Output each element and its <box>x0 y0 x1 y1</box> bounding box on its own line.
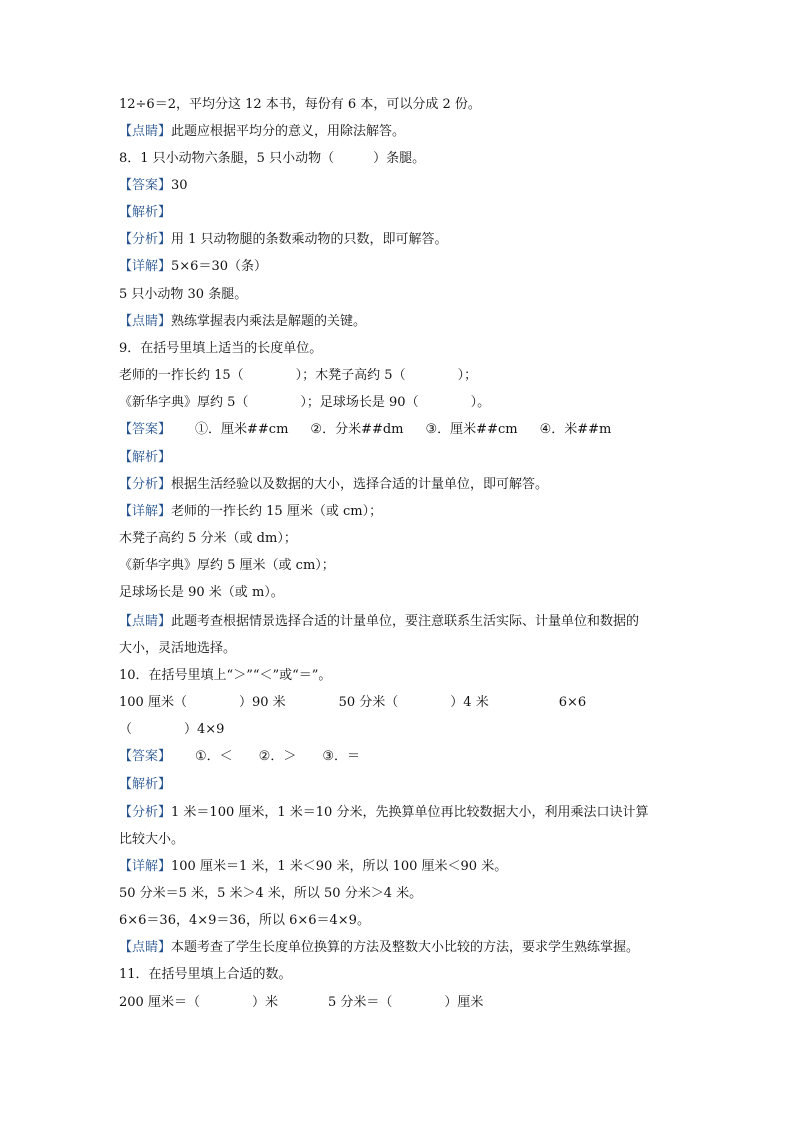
line-text: 大小，灵活地选择。 <box>119 641 237 656</box>
text-line <box>119 721 224 739</box>
comment-line <box>119 313 366 331</box>
answer-item: ③．厘米##cm <box>425 422 518 437</box>
line-text: 6×6 <box>558 695 587 710</box>
analysis-line <box>119 804 648 822</box>
answer-line <box>119 421 611 439</box>
text-line <box>119 831 184 849</box>
line-text: 熟练掌握表内乘法是解题的关键。 <box>171 314 367 329</box>
text-line <box>119 557 335 575</box>
line-text: 1 米＝100 厘米，1 米＝10 分米，先换算单位再比较数据大小，利用乘法口诀计算 <box>171 805 649 820</box>
question-8 <box>119 150 425 168</box>
line-text: （ ）4×9 <box>119 722 225 737</box>
line-text: 足球场长是 90 米（或 m）。 <box>119 585 284 600</box>
text-line <box>119 885 422 903</box>
section-tag: 【详解】 <box>119 859 172 874</box>
text-line <box>119 286 247 304</box>
line-text: 100 厘米（ ）90 米 <box>119 695 286 710</box>
question-text: 8．1 只小动物六条腿，5 只小动物（ ）条腿。 <box>119 151 426 166</box>
line-text: 50 分米＝5 米，5 米＞4 米，所以 50 分米＞4 米。 <box>119 886 423 901</box>
section-tag: 【答案】 <box>119 422 172 437</box>
line-text: 200 厘米＝（ ）米 <box>119 995 278 1010</box>
analysis-heading <box>119 204 171 222</box>
text-line <box>119 640 236 658</box>
section-tag: 【点睛】 <box>119 314 172 329</box>
section-tag: 【分析】 <box>119 232 172 247</box>
line-text: 用 1 只动物腿的条数乘动物的只数，即可解答。 <box>171 232 448 247</box>
analysis-heading <box>119 449 171 467</box>
comment-line <box>119 123 405 141</box>
question-text: 9．在括号里填上适当的长度单位。 <box>119 341 323 356</box>
line-text: 根据生活经验以及数据的大小，选择合适的计量单位，即可解答。 <box>171 477 549 492</box>
question-text: 10．在括号里填上“＞”“＜”或“＝”。 <box>119 668 332 683</box>
section-tag: 【详解】 <box>119 504 172 519</box>
detail-line <box>119 858 507 876</box>
line-text: 老师的一拃长约 15（ ）；木凳子高约 5（ ）； <box>119 368 478 383</box>
line-text: 《新华字典》厚约 5（ ）；足球场长是 90（ ）。 <box>119 395 491 410</box>
answer-item: ②．＞ <box>258 749 297 764</box>
text-line <box>119 367 477 385</box>
section-tag: 【解析】 <box>119 450 172 465</box>
line-text: 本题考查了学生长度单位换算的方法及整数大小比较的方法，要求学生熟练掌握。 <box>171 940 640 955</box>
line-text: 《新华字典》厚约 5 厘米（或 cm）； <box>119 558 335 573</box>
section-tag: 【解析】 <box>119 205 172 220</box>
section-tag: 【点睛】 <box>119 124 172 139</box>
answer-line <box>119 177 188 195</box>
question-11 <box>119 966 292 984</box>
section-tag: 【点睛】 <box>119 614 172 629</box>
analysis-line <box>119 476 548 494</box>
analysis-line <box>119 231 448 249</box>
answer-item: ③．＝ <box>322 749 360 764</box>
text-line <box>119 694 586 712</box>
text-line <box>119 994 483 1012</box>
question-10 <box>119 667 331 685</box>
section-tag: 【答案】 <box>119 178 172 193</box>
line-text: 老师的一拃长约 15 厘米（或 cm）； <box>171 504 383 519</box>
line-text: 12÷6＝2，平均分这 12 本书，每份有 6 本，可以分成 2 份。 <box>119 97 481 112</box>
line-text: 50 分米（ ）4 米 <box>338 695 489 710</box>
answer-text: 30 <box>171 178 188 193</box>
comment-line <box>119 939 639 957</box>
section-tag: 【点睛】 <box>119 940 172 955</box>
section-tag: 【分析】 <box>119 805 172 820</box>
detail-line <box>119 503 382 521</box>
text-line <box>119 96 481 114</box>
text-line <box>119 530 297 548</box>
line-text: 此题考查根据情景选择合适的计量单位，要注意联系生活实际、计量单位和数据的 <box>171 614 640 629</box>
line-text: 5 只小动物 30 条腿。 <box>119 287 248 302</box>
text-line <box>119 584 284 602</box>
answer-line <box>119 748 360 766</box>
section-tag: 【答案】 <box>119 749 172 764</box>
section-tag: 【详解】 <box>119 259 172 274</box>
line-text: 5 分米＝（ ）厘米 <box>327 995 484 1010</box>
text-line <box>119 912 370 930</box>
analysis-heading <box>119 776 171 794</box>
line-text: 6×6＝36，4×9＝36，所以 6×6＝4×9。 <box>119 913 370 928</box>
answer-item: ①．厘米##cm <box>195 422 289 437</box>
text-line <box>119 394 490 412</box>
question-text: 11．在括号里填上合适的数。 <box>119 967 292 982</box>
line-text: 100 厘米＝1 米，1 米＜90 米，所以 100 厘米＜90 米。 <box>171 859 508 874</box>
answer-item: ①．＜ <box>195 749 233 764</box>
line-text: 木凳子高约 5 分米（或 dm）； <box>119 531 297 546</box>
line-text: 比较大小。 <box>119 832 185 847</box>
line-text: 5×6＝30（条） <box>171 259 267 274</box>
comment-line <box>119 613 639 631</box>
line-text: 此题应根据平均分的意义，用除法解答。 <box>171 124 406 139</box>
answer-item: ②．分米##dm <box>310 422 404 437</box>
detail-line <box>119 258 267 276</box>
section-tag: 【分析】 <box>119 477 172 492</box>
section-tag: 【解析】 <box>119 777 172 792</box>
question-9 <box>119 340 322 358</box>
answer-item: ④．米##m <box>539 422 612 437</box>
